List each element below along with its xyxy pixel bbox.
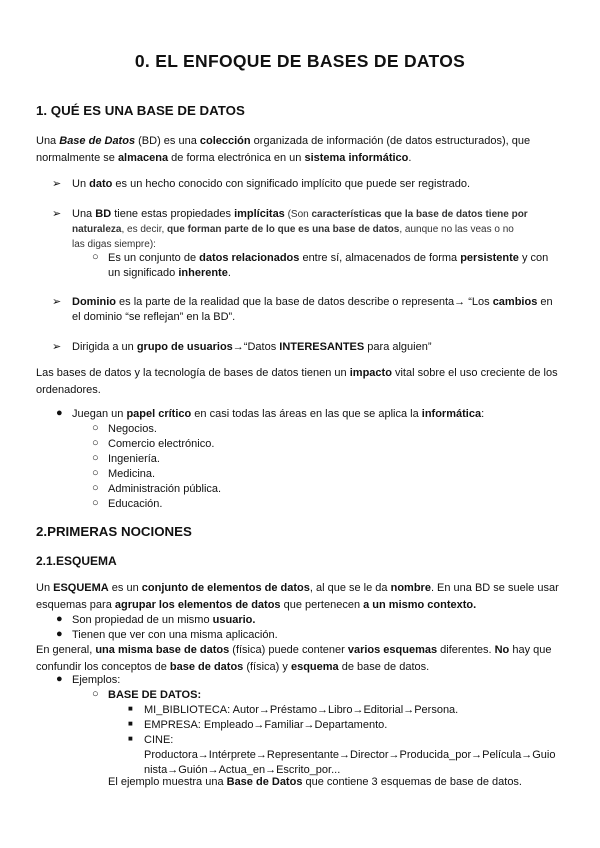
bd-label: BASE DE DATOS:: [108, 689, 202, 701]
square-bullet-icon: ■: [128, 734, 133, 743]
dato-definition: Un dato es un hecho conocido con significado implícito que puede ser registrado.: [72, 178, 471, 190]
circle-bullet-icon: ○: [92, 688, 99, 700]
intro-paragraph: Una Base de Datos (BD) es una colección organizada de información (de datos estructurados), que normalmente se almacena de forma electrónica en un sistema informático.: [36, 135, 531, 164]
circle-bullet-icon: ○: [92, 422, 99, 434]
esquema-property: Son propiedad de un mismo usuario.: [72, 614, 256, 626]
usuarios-item: Dirigida a un grupo de usuarios→“Datos INTERESANTES para alguien”: [72, 341, 432, 353]
circle-bullet-icon: ○: [92, 467, 99, 479]
section-heading-2: 2.PRIMERAS NOCIONES: [36, 524, 192, 539]
area-item: Administración pública.: [108, 483, 222, 495]
circle-bullet-icon: ○: [92, 251, 99, 263]
general-paragraph: En general, una misma base de datos (física) puede contener varios esquemas diferentes. No hay que confundir los conceptos de base de datos (física) y esquema de base de datos.: [36, 644, 552, 673]
esquema-property: Tienen que ver con una misma aplicación.: [72, 629, 278, 641]
area-item: Comercio electrónico.: [108, 438, 215, 450]
arrow-bullet-icon: ➢: [52, 296, 62, 308]
example-item: MI_BIBLIOTECA: Autor→Préstamo→Libro→Editorial→Persona.: [144, 704, 459, 716]
papel-item: Juegan un papel crítico en casi todas las áreas en las que se aplica la informática:: [72, 408, 485, 420]
circle-bullet-icon: ○: [92, 452, 99, 464]
disc-bullet-icon: ●: [56, 673, 63, 685]
ejemplos-label: Ejemplos:: [72, 674, 121, 686]
square-bullet-icon: ■: [128, 704, 133, 713]
area-item: Negocios.: [108, 423, 157, 435]
arrow-bullet-icon: ➢: [52, 178, 62, 190]
section-heading-1: 1. QUÉ ES UNA BASE DE DATOS: [36, 103, 245, 118]
bd-property-item: Es un conjunto de datos relacionados entre sí, almacenados de forma persistente y con un significado inherente.: [108, 252, 549, 279]
disc-bullet-icon: ●: [56, 407, 63, 419]
esquema-paragraph: Un ESQUEMA es un conjunto de elementos de datos, al que se le da nombre. En una BD se suele usar esquemas para agrupar los elementos de datos que pertenecen a un mismo contexto.: [36, 582, 559, 611]
final-note: El ejemplo muestra una Base de Datos que contiene 3 esquemas de base de datos.: [108, 776, 522, 788]
area-item: Educación.: [108, 498, 163, 510]
arrow-bullet-icon: ➢: [52, 208, 62, 220]
area-item: Ingeniería.: [108, 453, 160, 465]
page-title: 0. EL ENFOQUE DE BASES DE DATOS: [134, 51, 466, 71]
impact-paragraph: Las bases de datos y la tecnología de bases de datos tienen un impacto vital sobre el uso creciente de los ordenadores.: [36, 367, 558, 396]
example-item: EMPRESA: Empleado→Familiar→Departamento.: [144, 719, 388, 731]
square-bullet-icon: ■: [128, 719, 133, 728]
subsection-heading: 2.1.ESQUEMA: [36, 554, 117, 568]
bd-properties: Una BD tiene estas propiedades implícitas (Son características que la base de datos tiene por naturaleza, es decir, que forman parte de lo que es una base de datos, aunque no las veas o no las digas siempre):: [72, 208, 528, 250]
circle-bullet-icon: ○: [92, 482, 99, 494]
arrow-bullet-icon: ➢: [52, 341, 62, 353]
circle-bullet-icon: ○: [92, 497, 99, 509]
disc-bullet-icon: ●: [56, 628, 63, 640]
dominio-definition: Dominio es la parte de la realidad que la base de datos describe o representa→ “Los cambios en el dominio “se reflejan” en la BD”.: [72, 296, 553, 323]
disc-bullet-icon: ●: [56, 613, 63, 625]
example-item: CINE: Productora→Intérprete→Representante→Director→Producida_por→Película→Guio nista→Guión→Actua_en→Escrito_por...: [144, 734, 556, 776]
circle-bullet-icon: ○: [92, 437, 99, 449]
area-item: Medicina.: [108, 468, 156, 480]
